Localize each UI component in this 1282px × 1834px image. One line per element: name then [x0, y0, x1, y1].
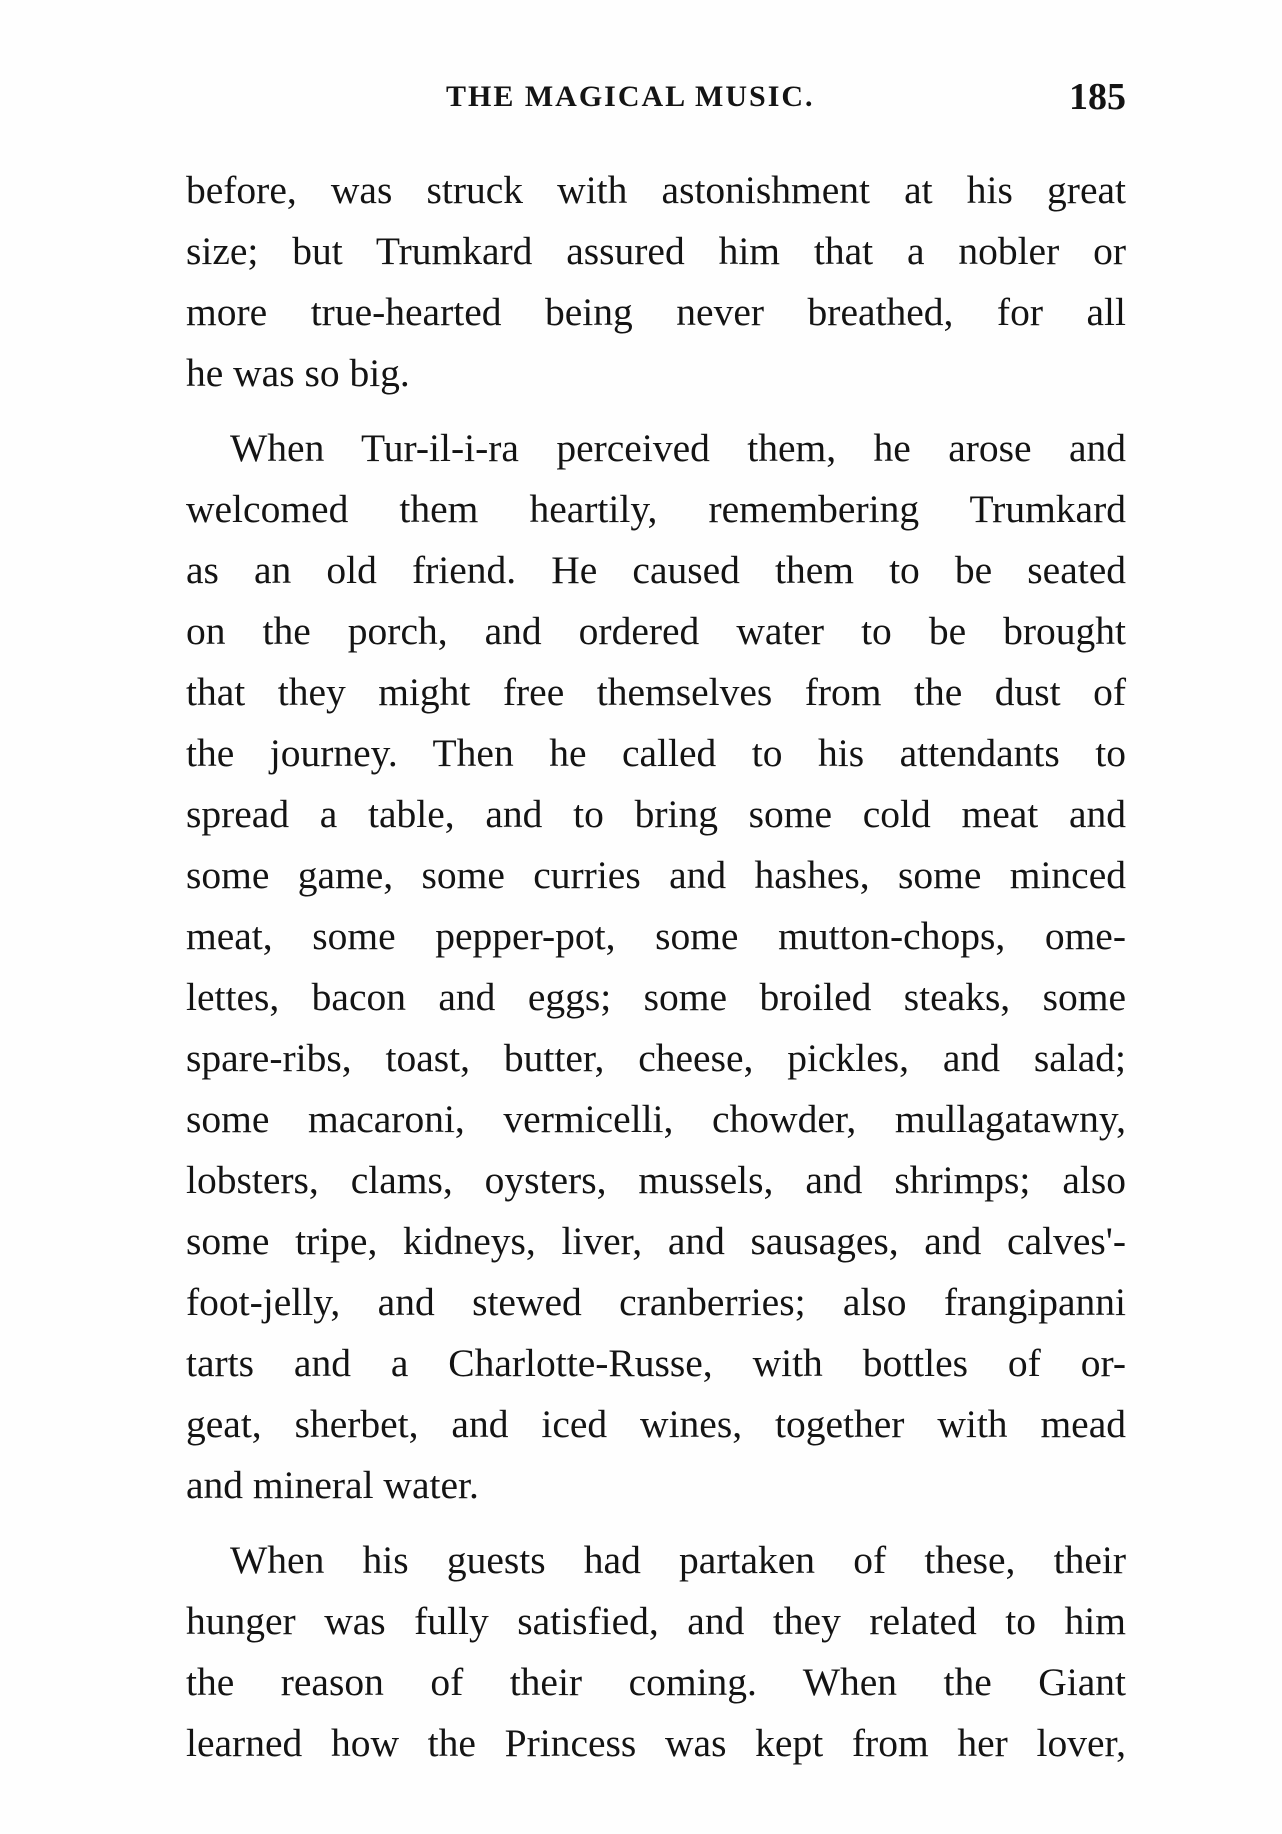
text-line: lobsters, clams, oysters, mussels, and shrimps; also — [186, 1158, 1126, 1202]
paragraph-1 — [186, 160, 1126, 404]
text-line: welcomed them heartily, remembering Trumkard — [186, 487, 1126, 531]
text-line: before, was struck with astonishment at his great — [186, 168, 1126, 212]
paragraph-3 — [186, 1530, 1126, 1774]
text-line: spare-ribs, toast, butter, cheese, pickles, and salad; — [186, 1036, 1126, 1080]
text-line: When Tur-il-i-ra perceived them, he arose and — [230, 426, 1126, 470]
text-line: foot-jelly, and stewed cranberries; also frangipanni — [186, 1280, 1126, 1324]
running-title: THE MAGICAL MUSIC. — [446, 80, 815, 113]
paragraph-gap — [186, 1516, 1126, 1530]
text-line: more true-hearted being never breathed, for all — [186, 290, 1126, 334]
text-line: and mineral water. — [186, 1463, 479, 1507]
page-header — [186, 72, 1126, 122]
text-line: hunger was fully satisfied, and they related to him — [186, 1599, 1126, 1643]
text-line: as an old friend. He caused them to be seated — [186, 548, 1126, 592]
text-line: the reason of their coming. When the Giant — [186, 1660, 1126, 1704]
text-line: geat, sherbet, and iced wines, together with mead — [186, 1402, 1126, 1446]
text-line: learned how the Princess was kept from her lover, — [186, 1721, 1126, 1765]
text-line: meat, some pepper-pot, some mutton-chops, ome- — [186, 914, 1126, 958]
body-text — [186, 160, 1126, 1774]
paragraph-2 — [186, 418, 1126, 1516]
text-line: size; but Trumkard assured him that a nobler or — [186, 229, 1126, 273]
text-line: that they might free themselves from the dust of — [186, 670, 1126, 714]
paragraph-gap — [186, 404, 1126, 418]
page-number: 185 — [1069, 76, 1126, 118]
text-line: the journey. Then he called to his attendants to — [186, 731, 1126, 775]
text-line: tarts and a Charlotte-Russe, with bottles of or- — [186, 1341, 1126, 1385]
text-line: some macaroni, vermicelli, chowder, mullagatawny, — [186, 1097, 1126, 1141]
text-line: spread a table, and to bring some cold meat and — [186, 792, 1126, 836]
text-line: some tripe, kidneys, liver, and sausages, and calves'- — [186, 1219, 1126, 1263]
text-line: lettes, bacon and eggs; some broiled steaks, some — [186, 975, 1126, 1019]
text-line: on the porch, and ordered water to be brought — [186, 609, 1126, 653]
text-line: When his guests had partaken of these, their — [230, 1538, 1126, 1582]
text-line: some game, some curries and hashes, some minced — [186, 853, 1126, 897]
text-line: he was so big. — [186, 351, 410, 395]
